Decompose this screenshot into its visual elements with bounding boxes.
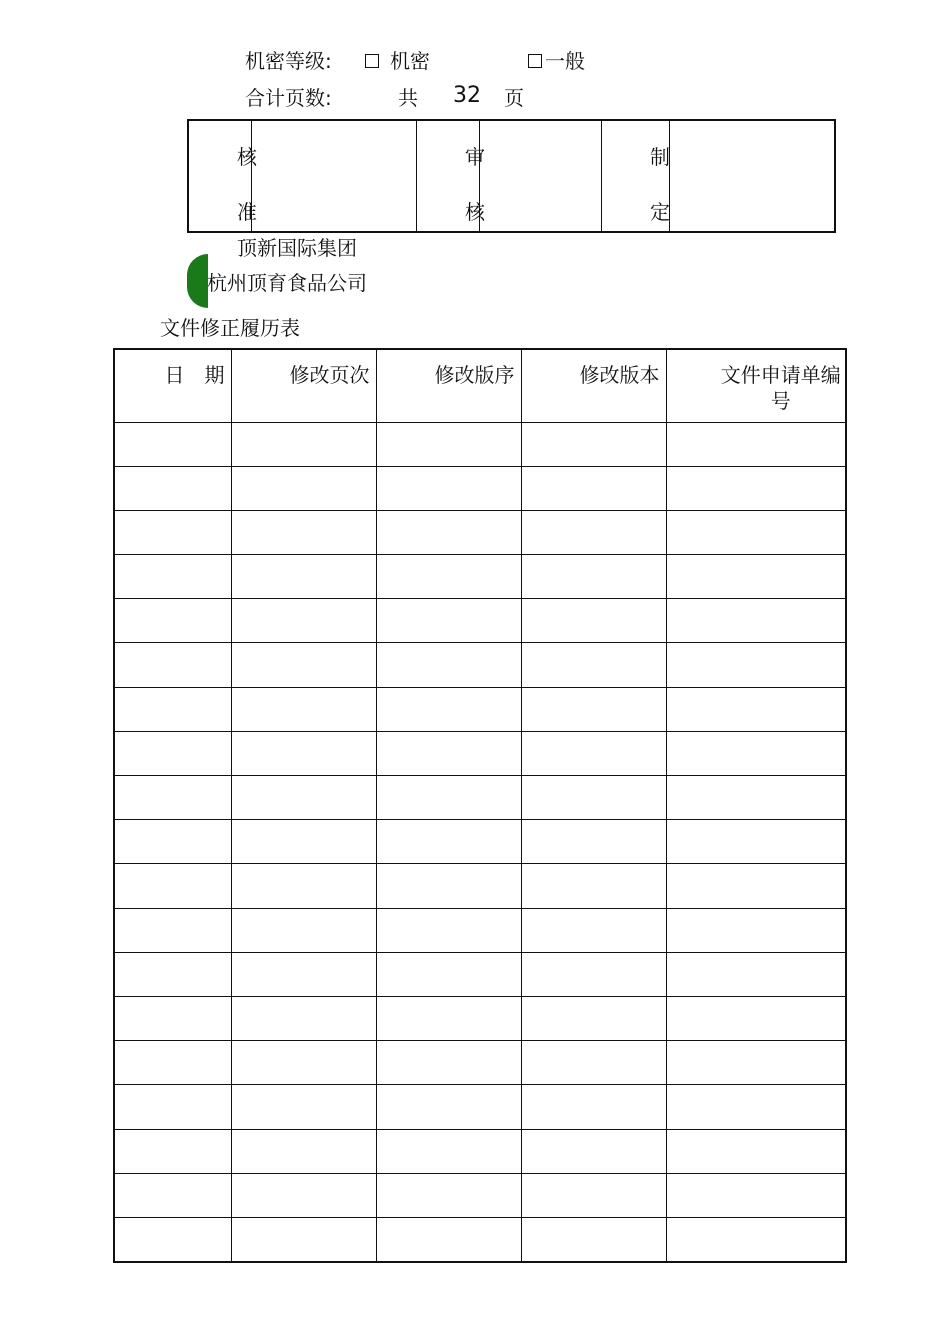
- table-row: [114, 510, 846, 554]
- table-row: [114, 820, 846, 864]
- application-no-cell[interactable]: [666, 422, 846, 466]
- column-header-version: 修改版本: [521, 349, 666, 422]
- sequence-cell[interactable]: [376, 1085, 521, 1129]
- approval-divider: [601, 121, 602, 231]
- version-cell[interactable]: [521, 731, 666, 775]
- date-cell[interactable]: [114, 510, 231, 554]
- sequence-cell[interactable]: [376, 1217, 521, 1261]
- table-row: [114, 908, 846, 952]
- secrecy-level-label: 机密等级:: [245, 49, 332, 73]
- page-cell[interactable]: [231, 908, 376, 952]
- approval-divider: [416, 121, 417, 231]
- version-cell[interactable]: [521, 1041, 666, 1085]
- column-header-date: 日 期: [114, 349, 231, 422]
- application-no-cell[interactable]: [666, 599, 846, 643]
- sequence-cell[interactable]: [376, 599, 521, 643]
- table-row: [114, 466, 846, 510]
- revision-table-body: [114, 422, 846, 1262]
- version-cell[interactable]: [521, 908, 666, 952]
- table-row: [114, 952, 846, 996]
- sequence-cell[interactable]: [376, 731, 521, 775]
- version-cell[interactable]: [521, 996, 666, 1040]
- date-cell[interactable]: [114, 1173, 231, 1217]
- table-row: [114, 1217, 846, 1261]
- application-no-cell[interactable]: [666, 1217, 846, 1261]
- pages-prefix: 共: [398, 86, 418, 110]
- application-no-cell[interactable]: [666, 952, 846, 996]
- date-cell[interactable]: [114, 643, 231, 687]
- version-cell[interactable]: [521, 466, 666, 510]
- table-row: [114, 687, 846, 731]
- application-no-cell[interactable]: [666, 996, 846, 1040]
- general-checkbox[interactable]: [528, 54, 542, 68]
- date-cell[interactable]: [114, 864, 231, 908]
- pages-suffix: 页: [504, 86, 524, 110]
- version-cell[interactable]: [521, 510, 666, 554]
- page-cell[interactable]: [231, 687, 376, 731]
- version-cell[interactable]: [521, 643, 666, 687]
- revision-table-header: [114, 349, 846, 422]
- version-cell[interactable]: [521, 1085, 666, 1129]
- version-cell[interactable]: [521, 599, 666, 643]
- sequence-cell[interactable]: [376, 952, 521, 996]
- group-name: 顶新国际集团: [237, 236, 357, 260]
- date-cell[interactable]: [114, 1129, 231, 1173]
- revision-table: [113, 348, 847, 1263]
- application-no-cell[interactable]: [666, 1085, 846, 1129]
- page-cell[interactable]: [231, 776, 376, 820]
- column-header-sequence: 修改版序: [376, 349, 521, 422]
- page-cell[interactable]: [231, 643, 376, 687]
- table-row: [114, 1173, 846, 1217]
- review-signature-field[interactable]: [479, 121, 601, 231]
- date-cell[interactable]: [114, 466, 231, 510]
- page-cell[interactable]: [231, 422, 376, 466]
- application-no-cell[interactable]: [666, 510, 846, 554]
- version-cell[interactable]: [521, 1173, 666, 1217]
- table-row: [114, 1129, 846, 1173]
- date-cell[interactable]: [114, 908, 231, 952]
- application-no-cell[interactable]: [666, 466, 846, 510]
- review-label-top: 审: [465, 145, 485, 169]
- table-row: [114, 1085, 846, 1129]
- make-label-bottom: 定: [650, 200, 670, 224]
- application-no-cell[interactable]: [666, 643, 846, 687]
- page-cell[interactable]: [231, 996, 376, 1040]
- date-cell[interactable]: [114, 952, 231, 996]
- date-cell[interactable]: [114, 1085, 231, 1129]
- table-row: [114, 864, 846, 908]
- table-row: [114, 555, 846, 599]
- date-cell[interactable]: [114, 422, 231, 466]
- date-cell[interactable]: [114, 820, 231, 864]
- version-cell[interactable]: [521, 687, 666, 731]
- sequence-cell[interactable]: [376, 820, 521, 864]
- sequence-cell[interactable]: [376, 1041, 521, 1085]
- sequence-cell[interactable]: [376, 510, 521, 554]
- sequence-cell[interactable]: [376, 776, 521, 820]
- sequence-cell[interactable]: [376, 643, 521, 687]
- version-cell[interactable]: [521, 820, 666, 864]
- version-cell[interactable]: [521, 555, 666, 599]
- application-no-cell[interactable]: [666, 820, 846, 864]
- table-row: [114, 996, 846, 1040]
- application-no-cell[interactable]: [666, 908, 846, 952]
- approve-label-bottom: 准: [237, 200, 257, 224]
- sequence-cell[interactable]: [376, 422, 521, 466]
- approve-label-top: 核: [237, 145, 257, 169]
- column-header-application-no: 文件申请单编号: [666, 349, 846, 422]
- page-cell[interactable]: [231, 1085, 376, 1129]
- version-cell[interactable]: [521, 952, 666, 996]
- sequence-cell[interactable]: [376, 908, 521, 952]
- version-cell[interactable]: [521, 422, 666, 466]
- pages-count: 32: [453, 83, 481, 108]
- review-label-bottom: 核: [465, 200, 485, 224]
- application-no-cell[interactable]: [666, 1129, 846, 1173]
- date-cell[interactable]: [114, 731, 231, 775]
- page-cell[interactable]: [231, 1217, 376, 1261]
- page-cell[interactable]: [231, 555, 376, 599]
- application-no-cell[interactable]: [666, 864, 846, 908]
- date-cell[interactable]: [114, 776, 231, 820]
- table-row: [114, 1041, 846, 1085]
- confidential-option-label: 机密: [390, 49, 430, 73]
- make-label-top: 制: [650, 145, 670, 169]
- version-cell[interactable]: [521, 1129, 666, 1173]
- approval-box: [187, 119, 836, 233]
- application-no-cell[interactable]: [666, 776, 846, 820]
- application-no-cell[interactable]: [666, 1041, 846, 1085]
- make-signature-field[interactable]: [669, 121, 834, 231]
- company-logo: [187, 254, 208, 308]
- total-pages-label: 合计页数:: [245, 86, 332, 110]
- date-cell[interactable]: [114, 599, 231, 643]
- revision-table-title: 文件修正履历表: [160, 316, 300, 340]
- page-cell[interactable]: [231, 952, 376, 996]
- page-cell[interactable]: [231, 1173, 376, 1217]
- date-cell[interactable]: [114, 1041, 231, 1085]
- table-row: [114, 643, 846, 687]
- sequence-cell[interactable]: [376, 687, 521, 731]
- sequence-cell[interactable]: [376, 555, 521, 599]
- table-row: [114, 599, 846, 643]
- version-cell[interactable]: [521, 776, 666, 820]
- table-row: [114, 776, 846, 820]
- page-cell[interactable]: [231, 820, 376, 864]
- page-cell[interactable]: [231, 1041, 376, 1085]
- confidential-checkbox[interactable]: [365, 54, 379, 68]
- sequence-cell[interactable]: [376, 996, 521, 1040]
- table-row: [114, 422, 846, 466]
- page-cell[interactable]: [231, 466, 376, 510]
- version-cell[interactable]: [521, 1217, 666, 1261]
- date-cell[interactable]: [114, 687, 231, 731]
- general-option-label: 一般: [545, 49, 585, 73]
- page-cell[interactable]: [231, 731, 376, 775]
- page-cell[interactable]: [231, 599, 376, 643]
- sequence-cell[interactable]: [376, 864, 521, 908]
- application-no-cell[interactable]: [666, 687, 846, 731]
- table-row: [114, 731, 846, 775]
- sequence-cell[interactable]: [376, 466, 521, 510]
- application-no-cell[interactable]: [666, 731, 846, 775]
- version-cell[interactable]: [521, 864, 666, 908]
- approve-signature-field[interactable]: [251, 121, 416, 231]
- date-cell[interactable]: [114, 996, 231, 1040]
- date-cell[interactable]: [114, 1217, 231, 1261]
- company-name: 杭州顶育食品公司: [207, 271, 367, 295]
- application-no-cell[interactable]: [666, 1173, 846, 1217]
- page-cell[interactable]: [231, 1129, 376, 1173]
- application-no-cell[interactable]: [666, 555, 846, 599]
- sequence-cell[interactable]: [376, 1173, 521, 1217]
- column-header-page: 修改页次: [231, 349, 376, 422]
- page-cell[interactable]: [231, 510, 376, 554]
- date-cell[interactable]: [114, 555, 231, 599]
- sequence-cell[interactable]: [376, 1129, 521, 1173]
- page-cell[interactable]: [231, 864, 376, 908]
